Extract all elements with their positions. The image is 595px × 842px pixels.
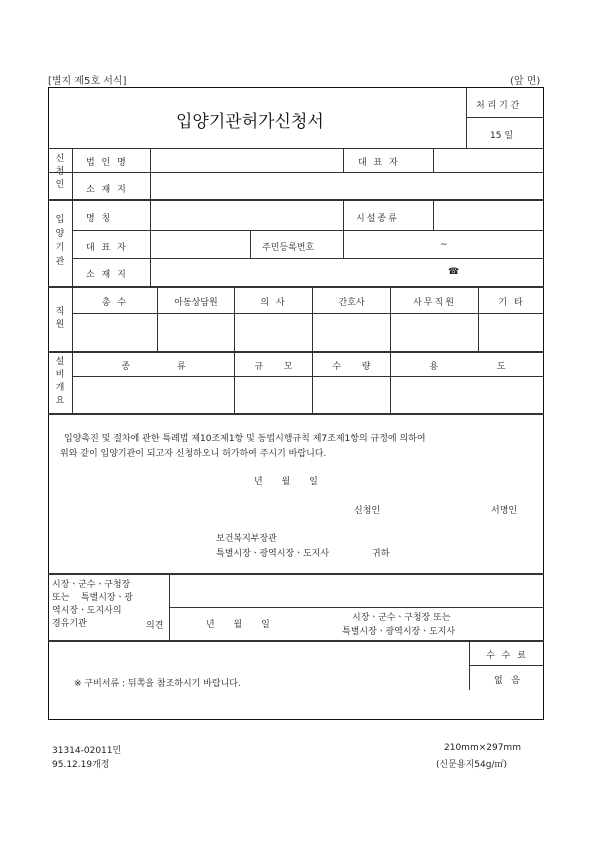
staff-section-text: 직원 xyxy=(55,307,65,330)
form-title: 입양기관허가신청서 xyxy=(176,112,324,132)
revision-date: 95.12.19개정 xyxy=(52,760,110,770)
facility-col-scale: 규 모 xyxy=(254,362,293,372)
resident-number-separator: ~ xyxy=(440,240,448,250)
fee-value: 없 음 xyxy=(494,676,520,686)
opinion-label-line-3: 역시장ㆍ도지사의 xyxy=(52,606,122,616)
signature-label: 서명인 xyxy=(491,506,518,516)
phone-icon: ☎ xyxy=(448,267,460,277)
paper-type: (신문용지54g/㎡) xyxy=(436,760,507,770)
agency-name-label: 명 칭 xyxy=(86,214,113,224)
form-number: [별지 제5호 서식] xyxy=(48,76,127,87)
applicant-section-text: 신청인 xyxy=(55,154,65,190)
required-documents-note: ※ 구비서류 : 뒤쪽을 참조하시기 바랍니다. xyxy=(74,679,241,689)
facility-section-text: 설비개요 xyxy=(55,357,65,406)
staff-col-nurse: 간호사 xyxy=(338,298,365,308)
recipient-minister: 보건복지부장관 xyxy=(216,534,277,544)
applicant-section-label xyxy=(53,153,67,192)
recipient-suffix: 귀하 xyxy=(372,549,390,559)
staff-section-label xyxy=(53,306,67,332)
opinion-label-line-2: 또는 특별시장ㆍ광 xyxy=(52,593,133,603)
authority-line-2: 특별시장ㆍ광역시장ㆍ도지사 xyxy=(342,627,456,637)
form-code: 31314-02011민 xyxy=(52,746,122,756)
recipient-governor: 특별시장ㆍ광역시장ㆍ도지사 xyxy=(216,549,330,559)
page-side: (앞 면) xyxy=(510,76,541,87)
corporation-name-label: 법 인 명 xyxy=(86,158,128,168)
statement-line-1: 입양촉진 및 절차에 관한 특례법 제10조제1항 및 동법시행규칙 제7조제1항의 규정에 의하여 xyxy=(64,434,426,444)
staff-col-doctor: 의 사 xyxy=(260,298,287,308)
facility-col-quantity: 수 량 xyxy=(332,362,371,372)
processing-period-label: 처 리 기 간 xyxy=(476,101,520,111)
facility-col-type: 종 류 xyxy=(121,362,186,372)
fee-label: 수 수 료 xyxy=(486,651,528,661)
staff-col-counselor: 아동상담원 xyxy=(174,298,218,308)
staff-col-clerk: 사무직원 xyxy=(413,298,456,308)
opinion-label xyxy=(52,579,133,631)
processing-period-value: 15 일 xyxy=(490,131,514,141)
opinion-date: 년 월 일 xyxy=(206,620,270,630)
staff-col-total: 총 수 xyxy=(101,298,129,308)
opinion-label-line-1: 시장ㆍ군수ㆍ구청장 xyxy=(52,580,131,590)
facility-section-label xyxy=(53,356,67,408)
agency-section-text: 입양기관 xyxy=(55,215,65,267)
agency-address-label: 소 재 지 xyxy=(86,270,128,280)
facility-type-label: 시설종류 xyxy=(356,214,399,224)
paper-size: 210mm×297mm xyxy=(444,743,521,753)
applicant-representative-label: 대 표 자 xyxy=(358,158,400,168)
agency-section-label xyxy=(53,213,67,269)
opinion-suffix: 의견 xyxy=(146,621,164,631)
resident-number-label: 주민등록번호 xyxy=(262,243,315,253)
application-date: 년 월 일 xyxy=(254,477,318,487)
statement-line-2: 위와 같이 입양기관이 되고자 신청하오니 허가하여 주시기 바랍니다. xyxy=(60,449,327,459)
staff-col-other: 기 타 xyxy=(498,298,525,308)
opinion-label-line-4: 경유기관 xyxy=(52,619,87,629)
facility-col-purpose: 용 도 xyxy=(429,362,506,372)
applicant-address-label: 소 재 지 xyxy=(86,185,128,195)
applicant-signature-label: 신청인 xyxy=(354,506,381,516)
authority-line-1: 시장ㆍ군수ㆍ구청장 또는 xyxy=(352,613,451,623)
agency-representative-label: 대 표 자 xyxy=(86,243,128,253)
